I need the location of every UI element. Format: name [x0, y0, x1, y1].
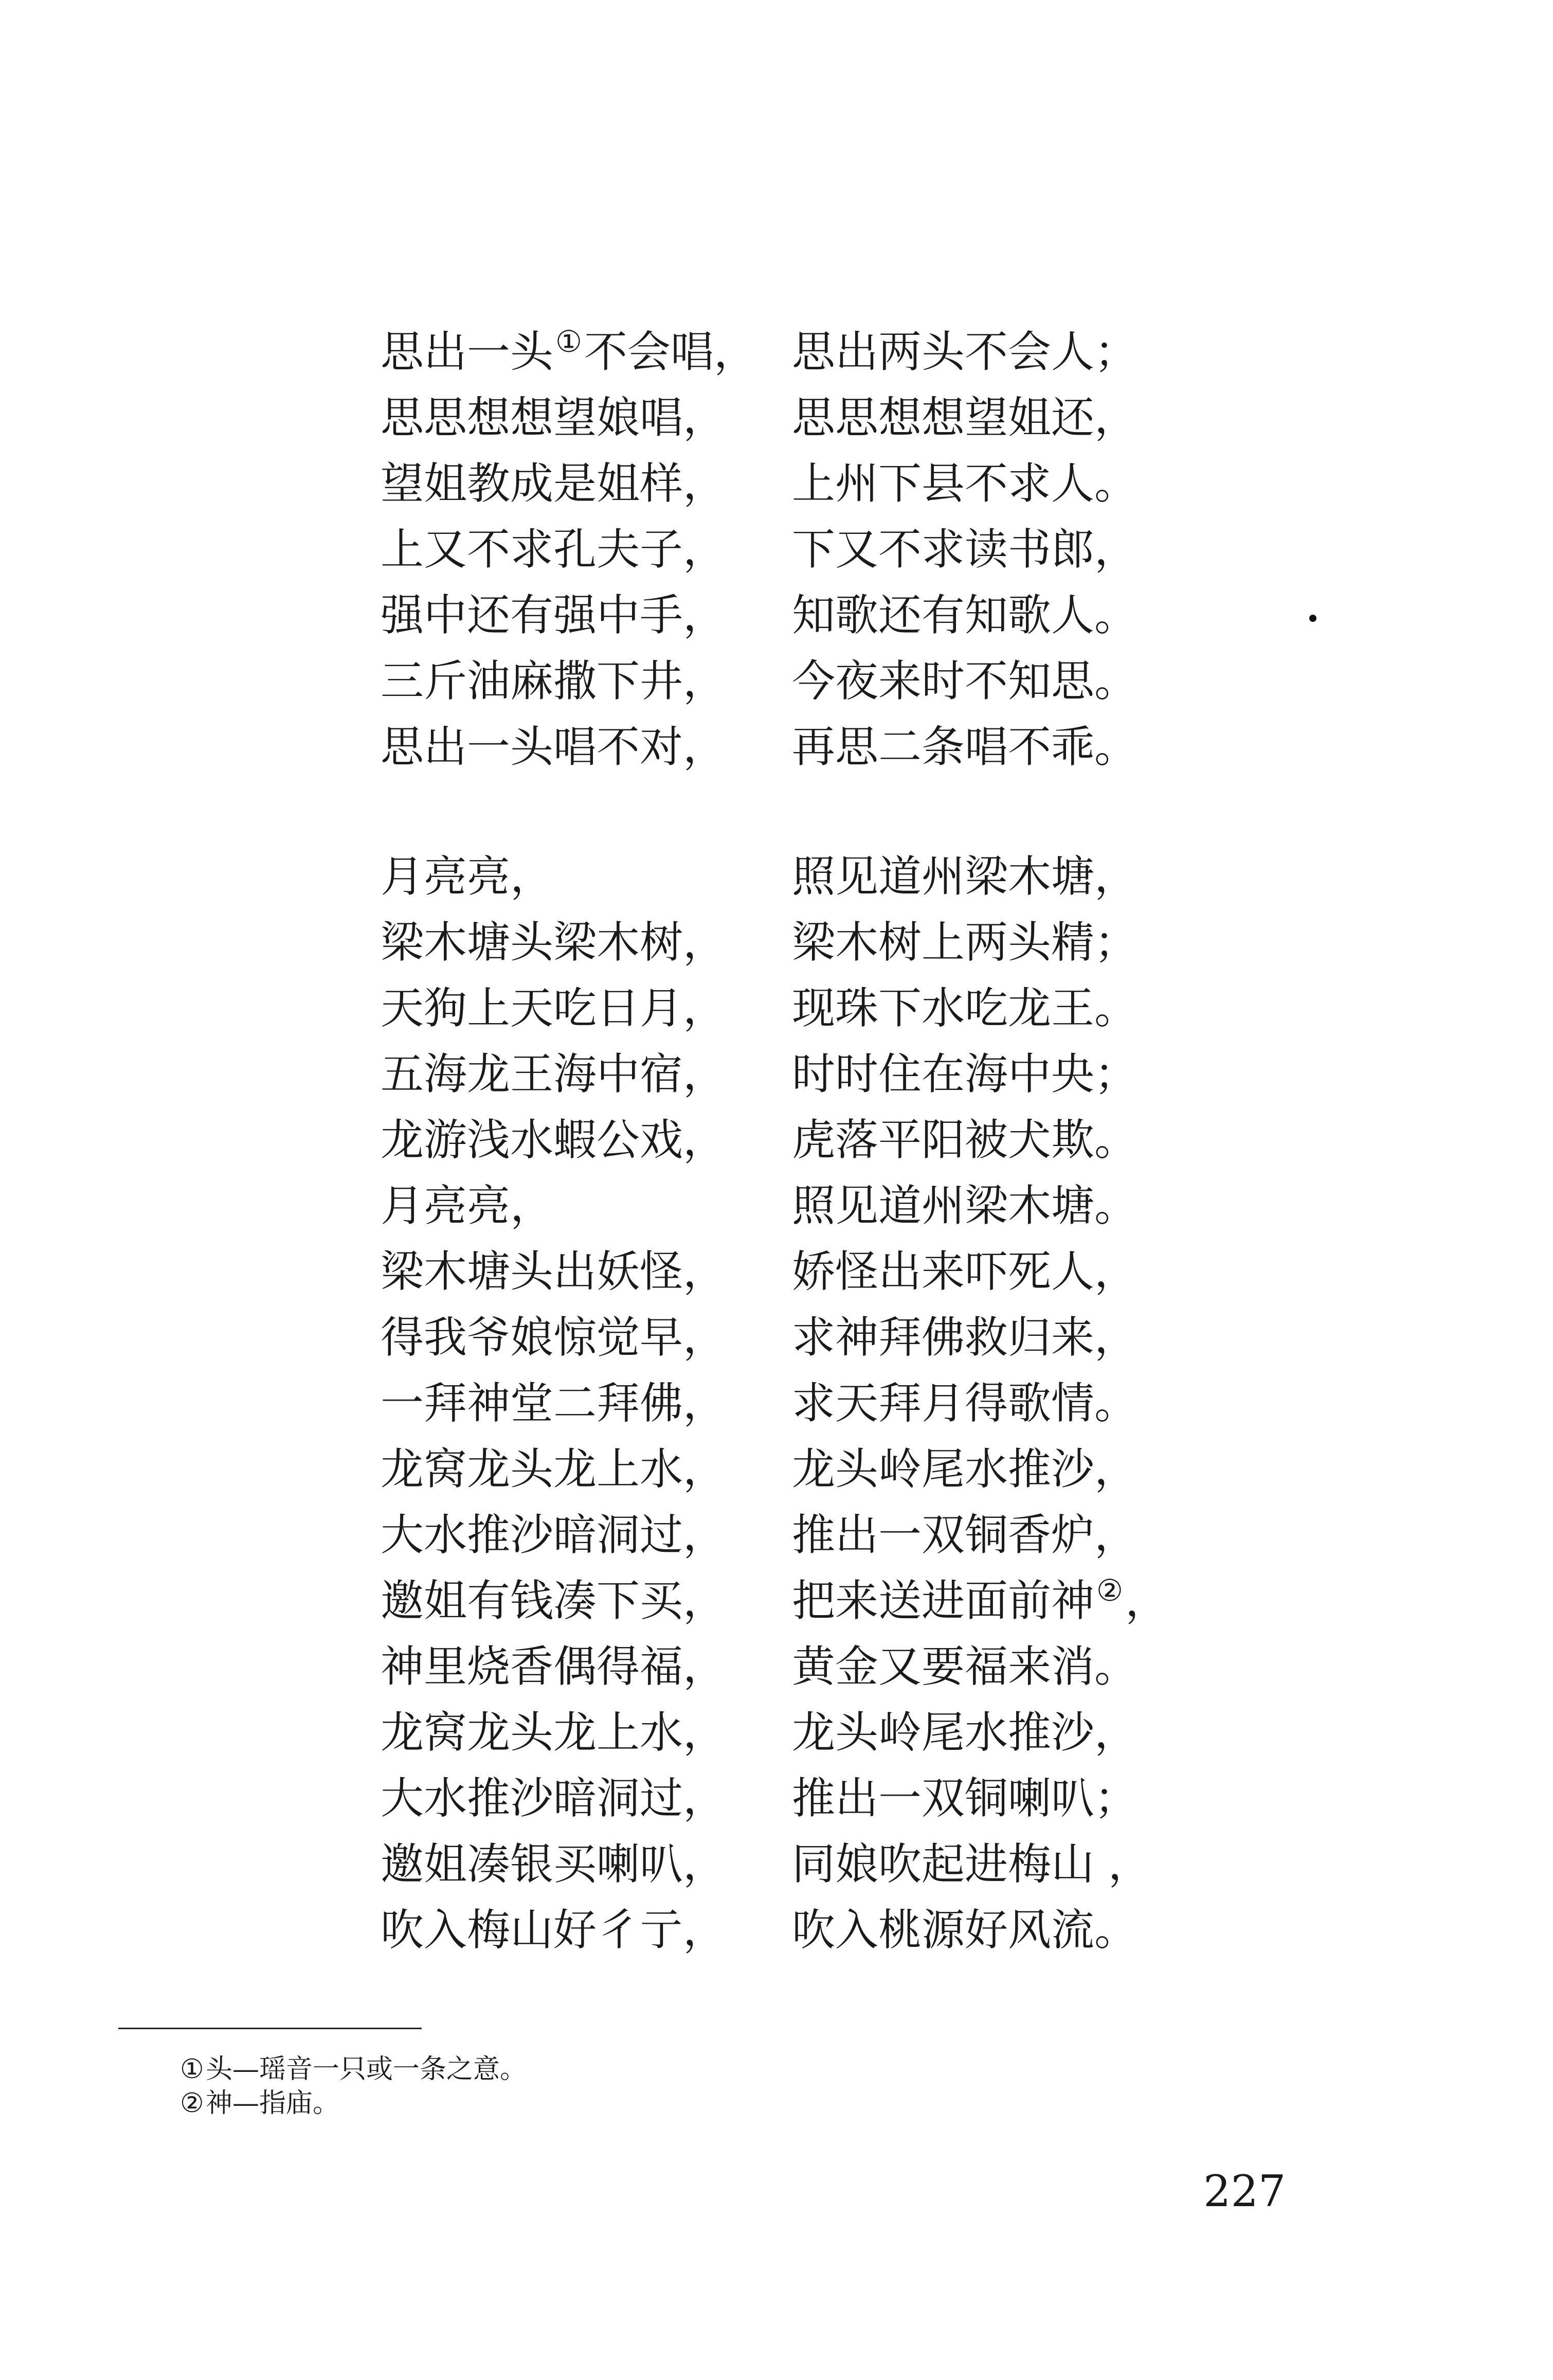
verse-right — [792, 1041, 1137, 1107]
verse-left — [381, 451, 726, 516]
verse-right — [792, 909, 1137, 975]
verse-line — [381, 1502, 1203, 1568]
verse-line — [381, 1173, 1203, 1239]
verse-text: 吹入桃源好风流。 — [792, 1905, 1138, 1955]
verse-text: 上州下县不求人。 — [792, 458, 1138, 509]
verse-right — [792, 1502, 1137, 1568]
verse-left — [381, 1239, 726, 1304]
verse-text: 三斤油麻撒下井， — [381, 656, 727, 706]
verse-left — [381, 385, 726, 451]
verse-left — [381, 1502, 726, 1568]
verse-right — [792, 1634, 1137, 1699]
verse-text: 天狗上天吃日月， — [381, 983, 727, 1033]
verse-text: 求神拜佛救归来， — [792, 1312, 1138, 1363]
verse-text: 一拜神堂二拜佛， — [381, 1378, 727, 1428]
verse-line — [381, 975, 1203, 1041]
verse-line — [381, 1041, 1203, 1107]
verse-right — [792, 451, 1137, 516]
verse-right — [792, 385, 1137, 451]
verse-left — [381, 844, 553, 909]
verse-line — [381, 909, 1203, 975]
verse-text: 同娘吹起进梅山 ， — [792, 1839, 1151, 1889]
footnote-ref: ② — [1096, 1573, 1124, 1608]
verse-line — [381, 648, 1203, 714]
verse-text: ， — [1125, 1576, 1169, 1626]
verse-text: 现珠下水吃龙王。 — [792, 983, 1138, 1033]
verse-left — [381, 1634, 726, 1699]
verse-left — [381, 648, 726, 714]
footnote-ref: ① — [555, 324, 583, 359]
verse-right — [792, 1831, 1151, 1897]
verse-line — [381, 451, 1203, 516]
verse-text: 龙窝龙头龙上水， — [381, 1707, 727, 1758]
verse-left — [381, 714, 726, 780]
footnote-number: ② — [180, 2088, 204, 2119]
verse-line — [381, 582, 1203, 648]
verse-right — [792, 1107, 1137, 1173]
verse-line — [381, 1370, 1203, 1436]
verse-line — [381, 1239, 1203, 1304]
verse-text: 五海龙王海中宿， — [381, 1049, 727, 1099]
verse-text: 龙头岭尾水推沙， — [792, 1444, 1138, 1494]
verse-text: 娇怪出来吓死人， — [792, 1246, 1138, 1297]
verse-line — [381, 1436, 1203, 1502]
verse-left — [381, 1370, 726, 1436]
verse-line — [381, 714, 1203, 780]
verse-text: 邀姐凑银买喇叭， — [381, 1839, 727, 1889]
verse-text: 推出一双铜香炉， — [792, 1510, 1138, 1560]
verse-line — [381, 1897, 1203, 1963]
verse-right — [792, 975, 1137, 1041]
verse-line — [381, 844, 1203, 909]
verse-text: 吹入梅山好彳亍， — [381, 1905, 727, 1955]
verse-text: 大水推沙暗洞过， — [381, 1773, 727, 1823]
verse-left — [381, 319, 757, 385]
verse-line — [381, 1765, 1203, 1831]
footnote-1 — [180, 2052, 1131, 2086]
verse-text: 照见道州梁木塘， — [792, 851, 1138, 902]
verse-line — [381, 1568, 1203, 1634]
verse-line — [381, 516, 1203, 582]
scan-speck — [1309, 615, 1316, 622]
verse-text: 神里烧香偶得福， — [381, 1641, 727, 1692]
verse-right — [792, 1568, 1168, 1634]
verse-text: 月亮亮， — [381, 1180, 554, 1231]
verse-text: 推出一双铜喇叭； — [792, 1773, 1138, 1823]
verse-left — [381, 1436, 726, 1502]
verse-right — [792, 1304, 1137, 1370]
verse-left — [381, 975, 726, 1041]
footnote-number: ① — [180, 2054, 204, 2085]
verse-text: 思出一头唱不对， — [381, 722, 727, 772]
verse-left — [381, 1107, 726, 1173]
verse-text: 大水推沙暗洞过， — [381, 1510, 727, 1560]
verse-line — [381, 1634, 1203, 1699]
verse-text: 照见道州梁木塘。 — [792, 1180, 1138, 1231]
verse-right — [792, 516, 1137, 582]
verse-left — [381, 1304, 726, 1370]
verse-line — [381, 319, 1203, 385]
verse-text: 梁木塘头出妖怪， — [381, 1246, 727, 1297]
verse-left — [381, 1173, 553, 1239]
verse-text: 强中还有强中手， — [381, 590, 727, 640]
footnote-rule — [118, 2028, 422, 2029]
verse-text: 把来送进面前神 — [792, 1576, 1095, 1626]
verse-text: 思思想想望娘唱， — [381, 392, 727, 443]
verse-text: 知歌还有知歌人。 — [792, 590, 1138, 640]
verse-line — [381, 1107, 1203, 1173]
verse-text: 今夜来时不知思。 — [792, 656, 1138, 706]
verse-text: 思思想想望姐还， — [792, 392, 1138, 443]
verse-right — [792, 1436, 1137, 1502]
verse-text: 黄金又要福来消。 — [792, 1641, 1138, 1692]
footnotes — [180, 2052, 1131, 2120]
verse-right — [792, 1765, 1137, 1831]
verse-left — [381, 1568, 726, 1634]
verse-text: 再思二条唱不乖。 — [792, 722, 1138, 772]
verse-text: 思出两头不会人； — [792, 327, 1138, 377]
verse-right — [792, 844, 1137, 909]
verse-left — [381, 582, 726, 648]
verse-right — [792, 714, 1137, 780]
verse-text: 龙游浅水蝦公戏， — [381, 1115, 727, 1165]
verse-right — [792, 1239, 1137, 1304]
footnote-2 — [180, 2086, 1131, 2120]
verse-stanza-1 — [381, 319, 1203, 780]
footnote-text: 头—瑶音一只或一条之意。 — [206, 2054, 527, 2085]
verse-text: 梁木塘头梁木树， — [381, 917, 727, 968]
verse-line — [381, 1831, 1203, 1897]
verse-stanza-2 — [381, 844, 1203, 1963]
verse-left — [381, 1897, 726, 1963]
verse-text: 思出一头 — [381, 327, 554, 377]
verse-text: 上又不求孔夫子， — [381, 524, 727, 575]
verse-right — [792, 1370, 1137, 1436]
verse-text: 龙窝龙头龙上水， — [381, 1444, 727, 1494]
verse-text: 望姐教成是姐样， — [381, 458, 727, 509]
verse-text: 龙头岭尾水推沙， — [792, 1707, 1138, 1758]
verse-right — [792, 1699, 1137, 1765]
verse-left — [381, 1041, 726, 1107]
verse-right — [792, 1897, 1137, 1963]
verse-left — [381, 1765, 726, 1831]
page-number: 227 — [1203, 2166, 1286, 2216]
verse-line — [381, 1304, 1203, 1370]
verse-text: 时时住在海中央； — [792, 1049, 1138, 1099]
verse-text: 邀姐有钱凑下买， — [381, 1576, 727, 1626]
footnote-text: 神—指庙。 — [206, 2088, 340, 2119]
verse-left — [381, 516, 726, 582]
verse-text: 求天拜月得歌情。 — [792, 1378, 1138, 1428]
verse-left — [381, 1699, 726, 1765]
verse-right — [792, 319, 1137, 385]
verse-text: 不会唱， — [584, 327, 757, 377]
verse-left — [381, 909, 726, 975]
verse-left — [381, 1831, 726, 1897]
verse-line — [381, 385, 1203, 451]
verse-text: 梁木树上两头精； — [792, 917, 1138, 968]
verse-line — [381, 1699, 1203, 1765]
verse-text: 虎落平阳被犬欺。 — [792, 1115, 1138, 1165]
verse-right — [792, 582, 1137, 648]
verse-text: 下又不求读书郎， — [792, 524, 1138, 575]
verse-text: 得我爷娘惊觉早， — [381, 1312, 727, 1363]
verse-right — [792, 1173, 1137, 1239]
verse-text: 月亮亮， — [381, 851, 554, 902]
verse-right — [792, 648, 1137, 714]
